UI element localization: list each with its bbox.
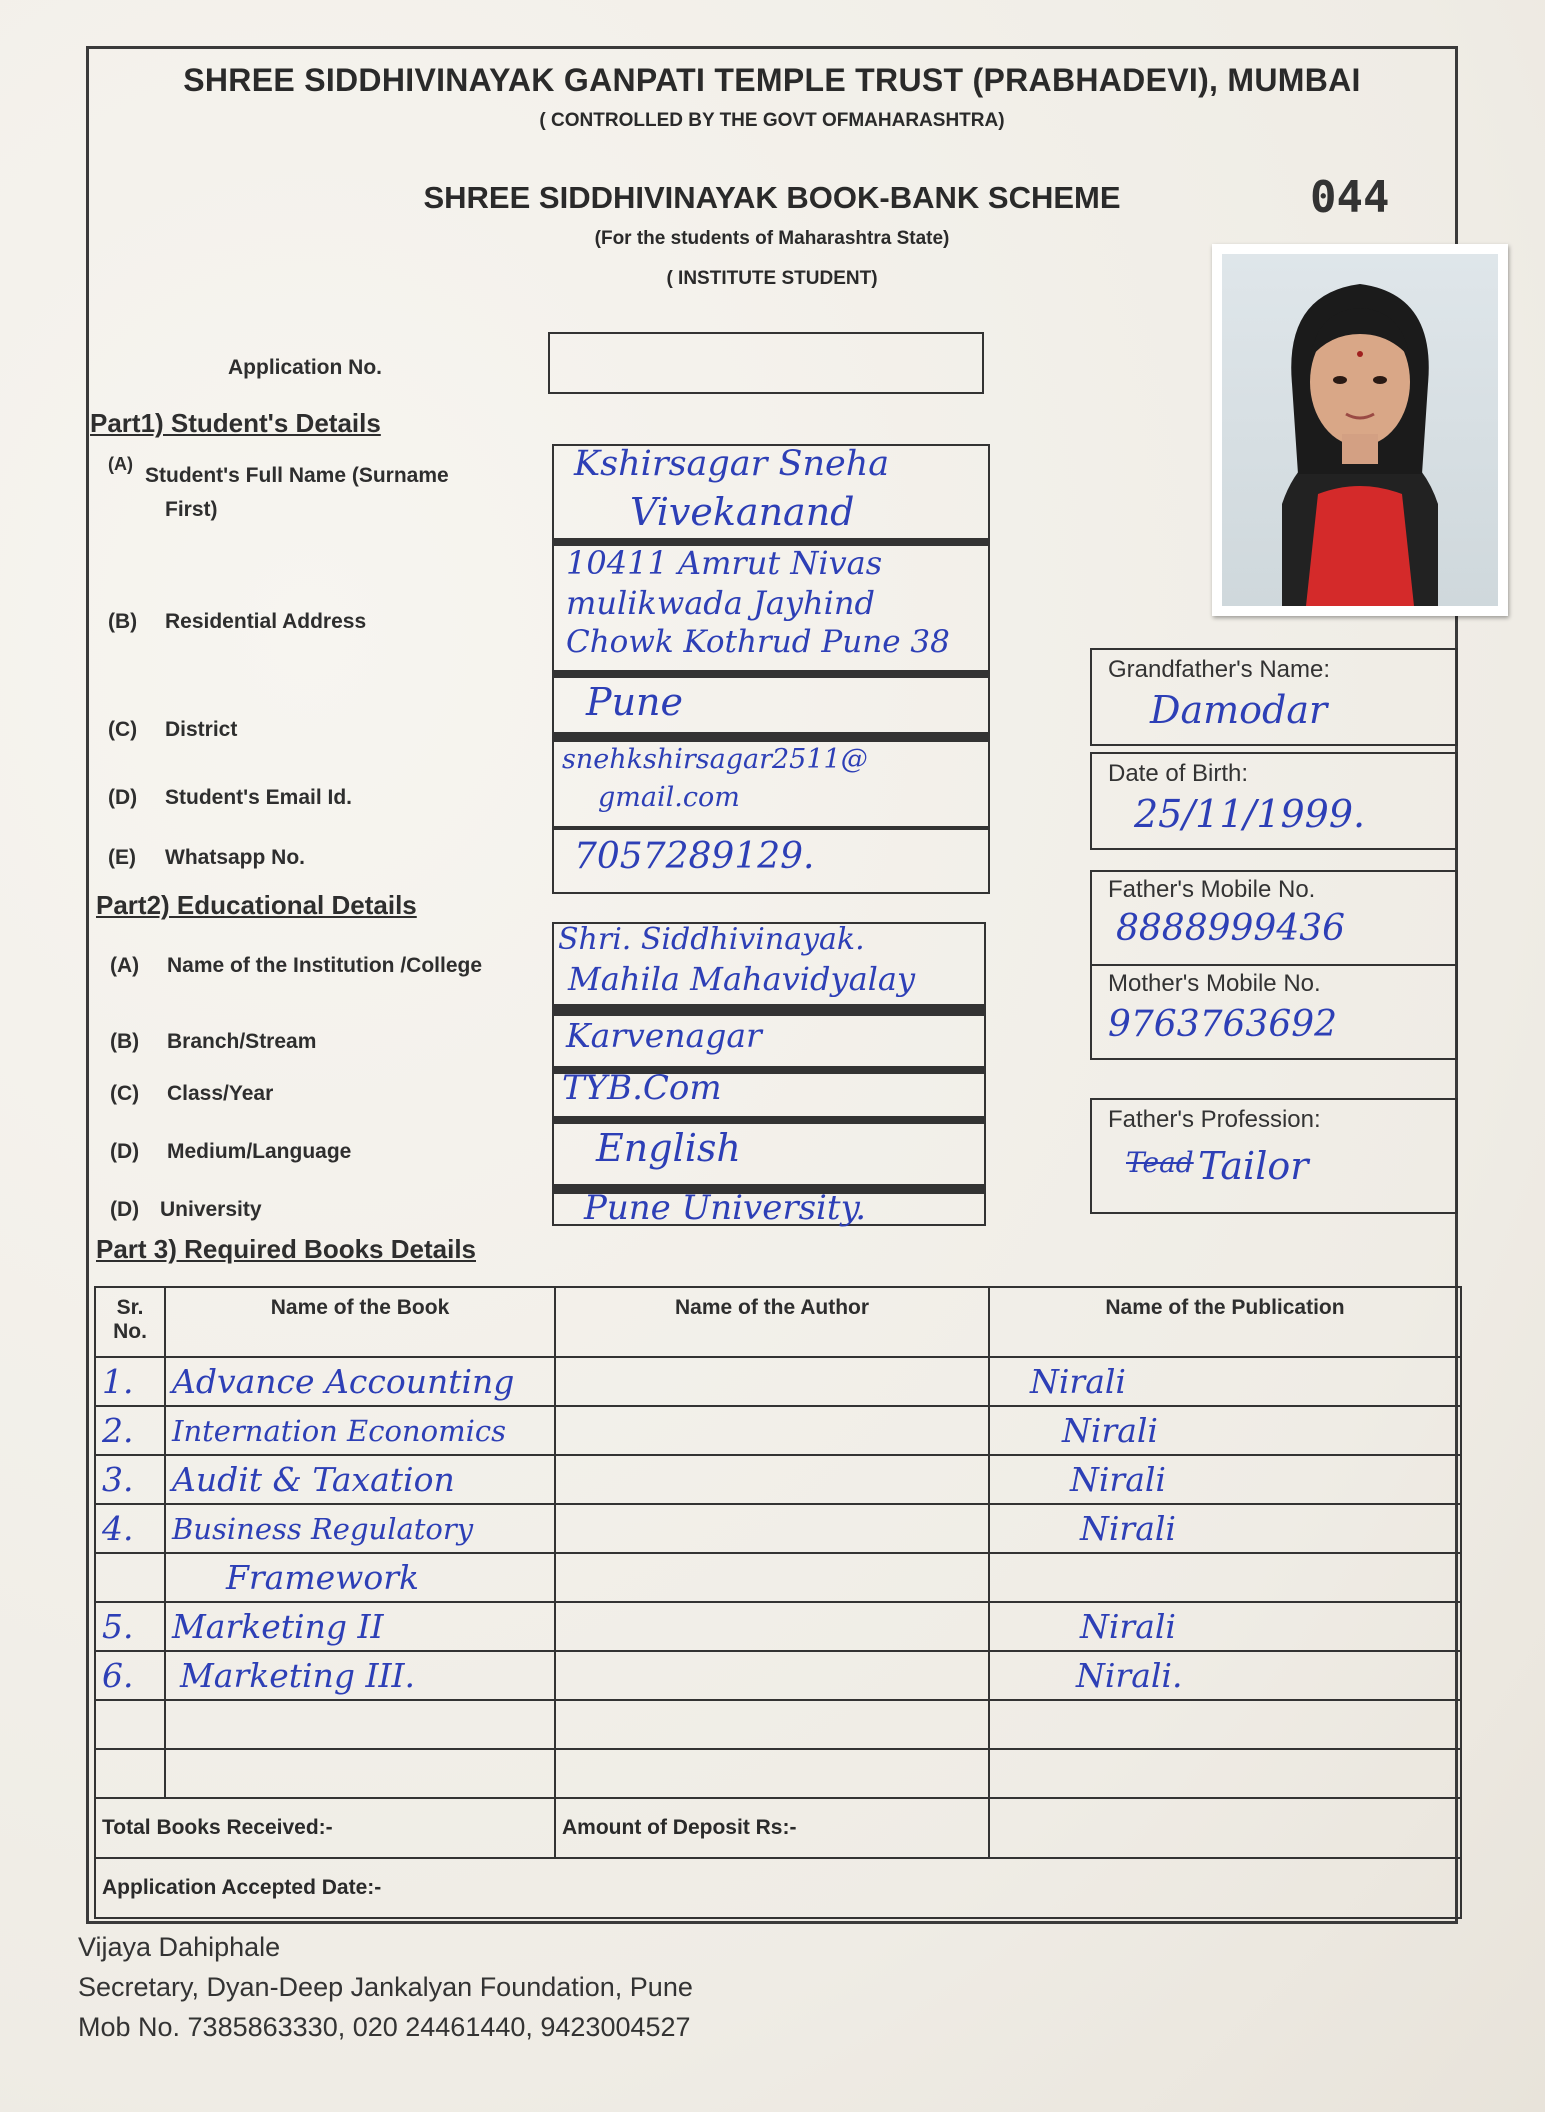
row-author bbox=[555, 1749, 989, 1798]
table-row[interactable] bbox=[95, 1700, 1461, 1749]
table-header-row bbox=[95, 1287, 1461, 1357]
col-publication-name: Name of the Publication bbox=[989, 1287, 1461, 1357]
institution-line1: Shri. Siddhivinayak. bbox=[558, 922, 865, 957]
table-row[interactable] bbox=[95, 1602, 1461, 1651]
student-type: ( INSTITUTE STUDENT) bbox=[666, 268, 878, 289]
email-line2: gmail.com bbox=[598, 782, 740, 813]
scheme-title: SHREE SIDDHIVINAYAK BOOK-BANK SCHEME bbox=[423, 180, 1121, 215]
dob-label: Date of Birth: bbox=[1108, 760, 1249, 787]
contact-numbers: Mob No. 7385863330, 020 24461440, 9423004527 bbox=[78, 2012, 691, 2042]
address-line1: 10411 Amrut Nivas bbox=[566, 544, 883, 582]
row-sr bbox=[95, 1700, 165, 1749]
row-author bbox=[555, 1455, 989, 1504]
part1-title: Part1) Student's Details bbox=[90, 408, 381, 438]
row-sr: 3. bbox=[95, 1455, 165, 1504]
father-profession-value: Tailor bbox=[1198, 1144, 1309, 1188]
row-book: Framework bbox=[165, 1553, 555, 1602]
row-publication: Nirali bbox=[989, 1455, 1461, 1504]
branch-letter: (B) bbox=[110, 1030, 140, 1053]
university-value: Pune University. bbox=[584, 1188, 867, 1228]
row-sr: 6. bbox=[95, 1651, 165, 1700]
row-sr: 1. bbox=[95, 1357, 165, 1406]
full-name-line1: Kshirsagar Sneha bbox=[574, 444, 890, 484]
application-no-field[interactable] bbox=[548, 332, 984, 394]
university-label: University bbox=[160, 1198, 262, 1221]
dob-value: 25/11/1999. bbox=[1134, 792, 1366, 836]
row-book: Business Regulatory bbox=[165, 1504, 555, 1553]
row-author bbox=[555, 1602, 989, 1651]
institution-line2: Mahila Mahavidyalay bbox=[568, 960, 916, 998]
portrait-illustration bbox=[1222, 254, 1498, 606]
father-profession-struck: Tead bbox=[1126, 1146, 1194, 1179]
row-book: Marketing II bbox=[165, 1602, 555, 1651]
col-author-name: Name of the Author bbox=[555, 1287, 989, 1357]
row-publication: Nirali. bbox=[989, 1651, 1461, 1700]
class-label: Class/Year bbox=[167, 1082, 274, 1105]
name-label-line1: Student's Full Name (Surname bbox=[145, 464, 449, 487]
district-label: District bbox=[165, 718, 238, 741]
row-book: Internation Economics bbox=[165, 1406, 555, 1455]
branch-value: Karvenagar bbox=[566, 1016, 762, 1055]
row-book bbox=[165, 1700, 555, 1749]
name-letter: (A) bbox=[108, 454, 133, 474]
row-publication: Nirali bbox=[989, 1602, 1461, 1651]
grandfather-name-label: Grandfather's Name: bbox=[1108, 656, 1331, 683]
table-row[interactable] bbox=[95, 1455, 1461, 1504]
row-publication bbox=[989, 1700, 1461, 1749]
col-sr-no: Sr. No. bbox=[95, 1287, 165, 1357]
father-mobile-value: 8888999436 bbox=[1116, 908, 1346, 949]
grandfather-name-value: Damodar bbox=[1150, 688, 1328, 732]
part2-title: Part2) Educational Details bbox=[96, 890, 417, 920]
medium-label: Medium/Language bbox=[167, 1140, 352, 1163]
secretary-name: Vijaya Dahiphale bbox=[78, 1932, 281, 1962]
row-author bbox=[555, 1553, 989, 1602]
class-letter: (C) bbox=[110, 1082, 140, 1105]
email-letter: (D) bbox=[108, 786, 138, 809]
district-value: Pune bbox=[586, 680, 684, 724]
row-author bbox=[555, 1406, 989, 1455]
row-publication bbox=[989, 1553, 1461, 1602]
institution-label: Name of the Institution /College bbox=[167, 954, 483, 977]
class-value: TYB.Com bbox=[562, 1068, 722, 1108]
institution-letter: (A) bbox=[110, 954, 140, 977]
medium-letter: (D) bbox=[110, 1140, 140, 1163]
whatsapp-letter: (E) bbox=[108, 846, 136, 869]
student-photo bbox=[1212, 244, 1508, 616]
father-mobile-label: Father's Mobile No. bbox=[1108, 876, 1316, 903]
father-profession-label: Father's Profession: bbox=[1108, 1106, 1321, 1133]
row-author bbox=[555, 1504, 989, 1553]
mother-mobile-label: Mother's Mobile No. bbox=[1108, 970, 1321, 997]
row-book: Marketing III. bbox=[165, 1651, 555, 1700]
address-line3: Chowk Kothrud Pune 38 bbox=[566, 624, 950, 660]
full-name-line2: Vivekanand bbox=[630, 490, 855, 534]
row-sr bbox=[95, 1553, 165, 1602]
row-publication: Nirali bbox=[989, 1406, 1461, 1455]
mother-mobile-value: 9763763692 bbox=[1108, 1004, 1338, 1045]
row-book: Audit & Taxation bbox=[165, 1455, 555, 1504]
row-sr bbox=[95, 1749, 165, 1798]
name-label-line2: First) bbox=[165, 498, 218, 521]
whatsapp-value: 7057289129. bbox=[574, 836, 815, 877]
serial-number: 044 bbox=[1310, 172, 1390, 223]
email-line1: snehkshirsagar2511@ bbox=[562, 744, 868, 775]
district-letter: (C) bbox=[108, 718, 138, 741]
whatsapp-label: Whatsapp No. bbox=[165, 846, 305, 869]
medium-value: English bbox=[596, 1126, 741, 1170]
accepted-date-row bbox=[95, 1858, 1461, 1918]
university-letter: (D) bbox=[110, 1198, 140, 1221]
totals-blank-cell[interactable] bbox=[989, 1798, 1461, 1858]
table-row[interactable] bbox=[95, 1357, 1461, 1406]
trust-name: SHREE SIDDHIVINAYAK GANPATI TEMPLE TRUST (PRABHADEVI), MUMBAI bbox=[183, 62, 1361, 98]
table-row[interactable] bbox=[95, 1553, 1461, 1602]
row-author bbox=[555, 1357, 989, 1406]
for-students-note: (For the students of Maharashtra State) bbox=[594, 228, 950, 249]
email-label: Student's Email Id. bbox=[165, 786, 353, 809]
table-row[interactable] bbox=[95, 1651, 1461, 1700]
table-row[interactable] bbox=[95, 1406, 1461, 1455]
address-label: Residential Address bbox=[165, 610, 367, 633]
controlled-note: ( CONTROLLED BY THE GOVT OFMAHARASHTRA) bbox=[539, 110, 1005, 131]
table-row[interactable] bbox=[95, 1749, 1461, 1798]
accepted-date-label: Application Accepted Date:- bbox=[95, 1858, 1461, 1918]
address-line2: mulikwada Jayhind bbox=[566, 584, 875, 622]
row-sr: 4. bbox=[95, 1504, 165, 1553]
books-table bbox=[94, 1286, 1462, 1919]
row-book: Advance Accounting bbox=[165, 1357, 555, 1406]
total-books-label: Total Books Received:- bbox=[95, 1798, 555, 1858]
address-letter: (B) bbox=[108, 610, 138, 633]
row-sr: 5. bbox=[95, 1602, 165, 1651]
branch-label: Branch/Stream bbox=[167, 1030, 317, 1053]
col-book-name: Name of the Book bbox=[165, 1287, 555, 1357]
row-publication: Nirali bbox=[989, 1357, 1461, 1406]
row-author bbox=[555, 1651, 989, 1700]
table-row[interactable] bbox=[95, 1504, 1461, 1553]
deposit-label: Amount of Deposit Rs:- bbox=[555, 1798, 989, 1858]
part3-title: Part 3) Required Books Details bbox=[96, 1234, 476, 1264]
row-sr: 2. bbox=[95, 1406, 165, 1455]
row-publication: Nirali bbox=[989, 1504, 1461, 1553]
row-author bbox=[555, 1700, 989, 1749]
totals-row bbox=[95, 1798, 1461, 1858]
row-book bbox=[165, 1749, 555, 1798]
application-no-label: Application No. bbox=[228, 356, 382, 379]
row-publication bbox=[989, 1749, 1461, 1798]
secretary-designation: Secretary, Dyan-Deep Jankalyan Foundation, Pune bbox=[78, 1972, 693, 2002]
